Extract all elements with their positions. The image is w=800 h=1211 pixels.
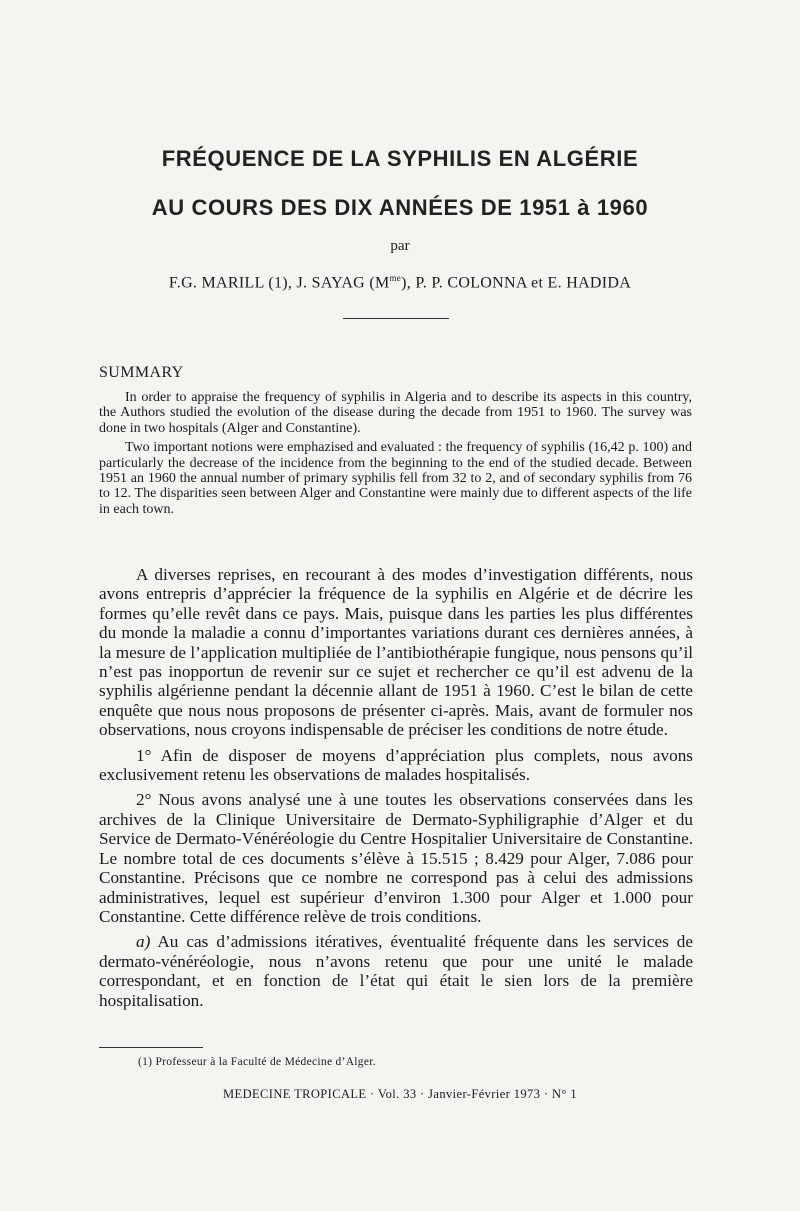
- footnote: (1) Professeur à la Faculté de Médecine d’Alger.: [138, 1056, 376, 1068]
- body-paragraph-1: A diverses reprises, en recourant à des modes d’investigation différents, nous avons entrepris d’apprécier la fréquence de la syphilis en Algérie et de décrire les formes qu’elle revêt dans ce pays. Mais, puisque dans les parties les plus différentes du monde la maladie a connu d’importantes variations durant ces dernières années, à la mesure de l’application multipliée de l’antibiothérapie fungique, nous pensons qu’il n’est pas inopportun de revenir sur ce sujet et rechercher ce qu’il est advenu de la syphilis algérienne pendant la décennie allant de 1951 à 1960. C’est le bilan de cette enquête que nous nous proposons de présenter ci-après. Mais, avant de formuler nos observations, nous croyons indispensable de préciser les conditions de notre étude.: [99, 565, 693, 740]
- by-label: par: [390, 238, 410, 254]
- body-paragraph-2: 1° Afin de disposer de moyens d’appréciation plus complets, nous avons exclusivement retenu les observations de malades hospitalisés.: [99, 745, 693, 785]
- footnote-divider: [99, 1047, 203, 1048]
- journal-footer: MEDECINE TROPICALE · Vol. 33 · Janvier-Février 1973 · N° 1: [223, 1087, 577, 1101]
- authors-superscript: me: [389, 273, 402, 283]
- authors-part-b: ), P. P. COLONNA et E. HADIDA: [401, 274, 632, 292]
- body-text: [99, 565, 693, 1016]
- title-divider: [343, 318, 449, 319]
- title-line-2: AU COURS DES DIX ANNÉES DE 1951 à 1960: [151, 195, 649, 220]
- title-line-1: FRÉQUENCE DE LA SYPHILIS EN ALGÉRIE: [161, 146, 639, 171]
- authors-part-a: F.G. MARILL (1), J. SAYAG (M: [168, 274, 390, 292]
- body-paragraph-4-label: a): [136, 932, 151, 952]
- body-paragraph-4-text: Au cas d’admissions itératives, éventualité fréquente dans les services de dermato-vénéréologie, nous n’avons retenu que pour une unité le malade correspondant, et en fonction de l’état qui était le sien lors de la première hospitalisation.: [99, 932, 693, 1010]
- summary-paragraph-1: In order to appraise the frequency of syphilis in Algeria and to describe its aspects in this country, the Authors studied the evolution of the disease during the decade from 1951 to 1960. The survey was done in two hospitals (Alger and Constantine).: [99, 390, 692, 436]
- summary-paragraph-2: Two important notions were emphazised and evaluated : the frequency of syphilis (16,42 p. 100) and particularly the decrease of the incidence from the beginning to the end of the studied decade. Between 1951 an 1960 the annual number of primary syphilis fell from 32 to 2, and of secondary syphilis from 76 to 12. The disparities seen between Alger and Constantine were mainly due to different aspects of the life in each town.: [99, 440, 692, 517]
- summary-heading: SUMMARY: [99, 364, 184, 381]
- authors-line: [0, 273, 800, 292]
- body-paragraph-3: 2° Nous avons analysé une à une toutes les observations conservées dans les archives de la Clinique Universitaire de Dermato-Syphiligraphie d’Alger et du Service de Dermato-Vénéréologie du Centre Hospitalier Universitaire de Constantine. Le nombre total de ces documents s’élève à 15.515 ; 8.429 pour Alger, 7.086 pour Constantine. Précisons que ce nombre ne correspond pas à celui des admissions administratives, lequel est supérieur d’environ 1.300 pour Alger et 1.000 pour Constantine. Cette différence relève de trois conditions.: [99, 790, 693, 926]
- body-paragraph-4: [99, 932, 693, 1010]
- summary-block: [99, 390, 692, 521]
